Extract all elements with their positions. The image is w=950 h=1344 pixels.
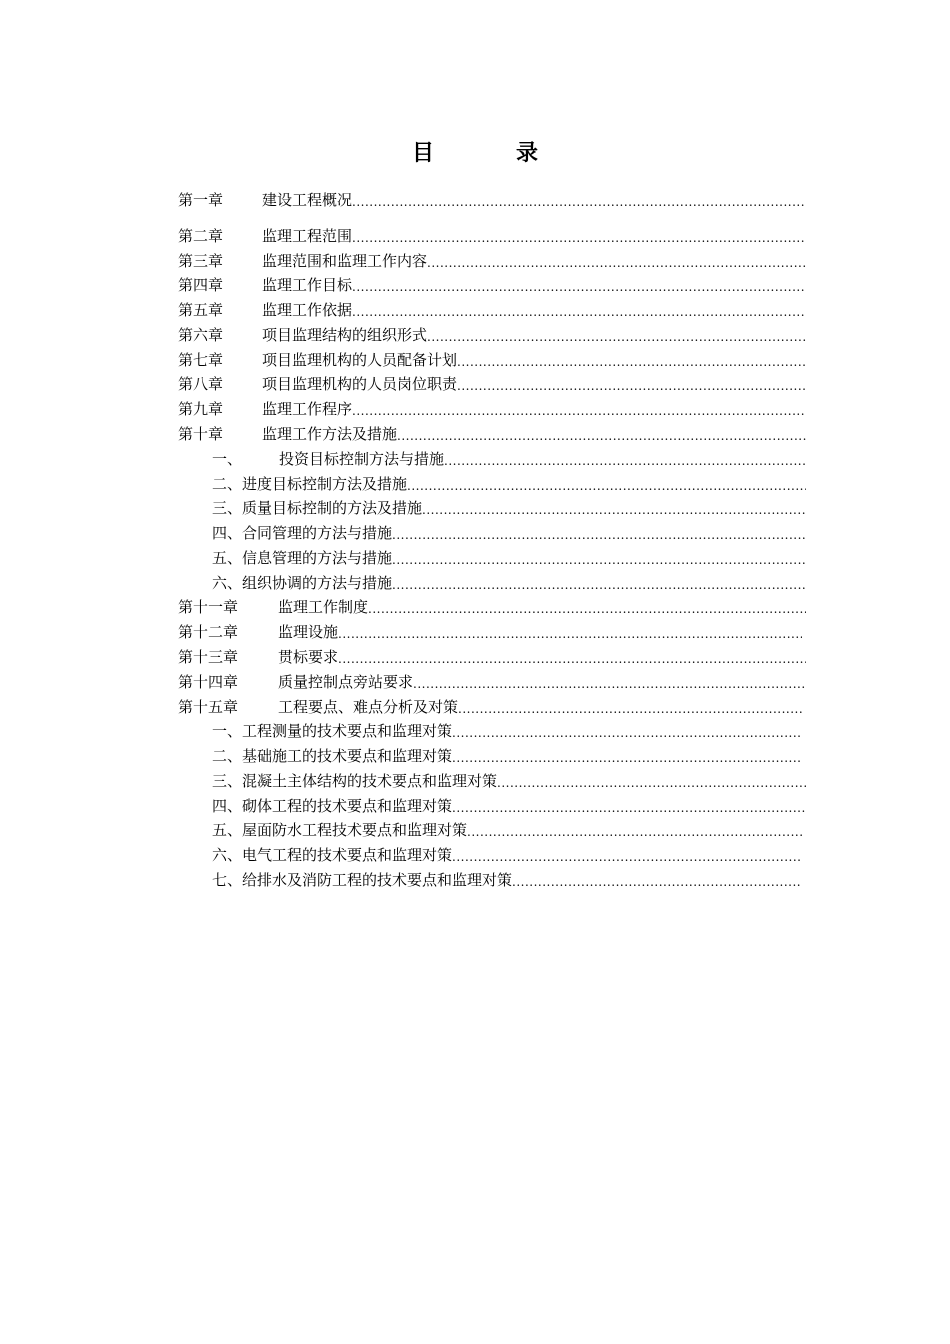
leader-dots — [497, 775, 806, 791]
entry-label: 二、进度目标控制方法及措施 — [212, 475, 408, 493]
toc-entry[interactable] — [178, 622, 802, 642]
leader-dots — [392, 527, 806, 543]
toc-entry[interactable] — [178, 300, 806, 320]
toc-entry[interactable] — [178, 226, 806, 246]
toc-subentry[interactable] — [212, 498, 806, 518]
leader-dots — [352, 194, 806, 210]
leader-dots — [427, 329, 806, 345]
entry-number: 第十三章 — [178, 648, 239, 666]
toc-entry[interactable] — [178, 424, 806, 444]
entry-label: 项目监理机构的人员配备计划 — [262, 351, 458, 369]
entry-label: 质量控制点旁站要求 — [278, 673, 414, 691]
entry-label: 五、屋面防水工程技术要点和监理对策 — [212, 821, 468, 839]
entry-label: 监理工程范围 — [262, 227, 353, 245]
entry-label: 二、基础施工的技术要点和监理对策 — [212, 747, 453, 765]
entry-label: 工程要点、难点分析及对策 — [278, 698, 459, 716]
toc-subentry[interactable] — [212, 474, 806, 494]
entry-label: 监理工作依据 — [262, 301, 353, 319]
toc-entry[interactable] — [178, 325, 806, 345]
toc-subentry[interactable] — [212, 548, 806, 568]
leader-dots — [452, 849, 802, 865]
leader-dots — [452, 750, 802, 766]
entry-number: 第四章 — [178, 276, 224, 294]
entry-number: 第十一章 — [178, 598, 239, 616]
leader-dots — [392, 552, 806, 568]
toc-entry[interactable] — [178, 190, 806, 210]
leader-dots — [338, 651, 806, 667]
entry-label: 七、给排水及消防工程的技术要点和监理对策 — [212, 871, 513, 889]
entry-number: 第八章 — [178, 375, 224, 393]
entry-number: 第三章 — [178, 252, 224, 270]
entry-label: 监理工作目标 — [262, 276, 353, 294]
leader-dots — [352, 279, 806, 295]
toc-entry[interactable] — [178, 399, 806, 419]
toc-entry[interactable] — [178, 275, 806, 295]
leader-dots — [444, 453, 806, 469]
entry-number: 第十四章 — [178, 673, 239, 691]
entry-number: 第十章 — [178, 425, 224, 443]
entry-label: 项目监理结构的组织形式 — [262, 326, 428, 344]
toc-title: 目 录 — [411, 141, 568, 166]
toc-subentry[interactable] — [212, 721, 802, 741]
entry-label: 监理工作制度 — [278, 598, 369, 616]
entry-label: 六、电气工程的技术要点和监理对策 — [212, 846, 453, 864]
entry-label: 建设工程概况 — [262, 191, 353, 209]
leader-dots — [452, 800, 806, 816]
entry-label: 四、合同管理的方法与措施 — [212, 524, 393, 542]
entry-label: 贯标要求 — [278, 648, 339, 666]
leader-dots — [397, 428, 806, 444]
leader-dots — [458, 701, 802, 717]
leader-dots — [338, 626, 802, 642]
toc-entry[interactable] — [178, 647, 806, 667]
toc-entry[interactable] — [178, 251, 806, 271]
toc-subentry[interactable] — [212, 573, 806, 593]
entry-number: 第二章 — [178, 227, 224, 245]
leader-dots — [512, 874, 802, 890]
toc-subentry[interactable] — [212, 796, 806, 816]
entry-label: 监理范围和监理工作内容 — [262, 252, 428, 270]
leader-dots — [352, 230, 806, 246]
leader-dots — [467, 824, 802, 840]
entry-label: 五、信息管理的方法与措施 — [212, 549, 393, 567]
entry-label: 六、组织协调的方法与措施 — [212, 574, 393, 592]
entry-label: 项目监理机构的人员岗位职责 — [262, 375, 458, 393]
toc-subentry[interactable] — [212, 771, 806, 791]
leader-dots — [413, 676, 806, 692]
toc-subentry[interactable] — [212, 746, 802, 766]
leader-dots — [352, 304, 806, 320]
entry-label: 三、混凝土主体结构的技术要点和监理对策 — [212, 772, 498, 790]
leader-dots — [422, 502, 806, 518]
leader-dots — [457, 378, 806, 394]
leader-dots — [392, 577, 806, 593]
entry-number: 第一章 — [178, 191, 224, 209]
toc-subentry[interactable] — [212, 523, 806, 543]
toc-subentry[interactable] — [212, 820, 802, 840]
toc-entry[interactable] — [178, 350, 806, 370]
toc-subentry[interactable] — [212, 449, 806, 469]
entry-label: 投资目标控制方法与措施 — [279, 450, 445, 468]
entry-number: 第十二章 — [178, 623, 239, 641]
entry-label: 一、工程测量的技术要点和监理对策 — [212, 722, 453, 740]
leader-dots — [427, 255, 806, 271]
leader-dots — [368, 601, 806, 617]
entry-number: 第九章 — [178, 400, 224, 418]
toc-subentry[interactable] — [212, 845, 802, 865]
entry-number: 第五章 — [178, 301, 224, 319]
toc-subentry[interactable] — [212, 870, 802, 890]
entry-number: 一、 — [212, 450, 243, 468]
entry-label: 监理工作方法及措施 — [262, 425, 398, 443]
toc-entry[interactable] — [178, 597, 806, 617]
entry-label: 四、砌体工程的技术要点和监理对策 — [212, 797, 453, 815]
toc-entry[interactable] — [178, 672, 806, 692]
leader-dots — [457, 354, 806, 370]
entry-number: 第十五章 — [178, 698, 239, 716]
entry-label: 监理工作程序 — [262, 400, 353, 418]
entry-label: 三、质量目标控制的方法及措施 — [212, 499, 423, 517]
leader-dots — [452, 725, 802, 741]
leader-dots — [352, 403, 806, 419]
toc-entry[interactable] — [178, 374, 806, 394]
entry-number: 第七章 — [178, 351, 224, 369]
leader-dots — [407, 478, 806, 494]
entry-label: 监理设施 — [278, 623, 339, 641]
entry-number: 第六章 — [178, 326, 224, 344]
toc-entry[interactable] — [178, 697, 802, 717]
